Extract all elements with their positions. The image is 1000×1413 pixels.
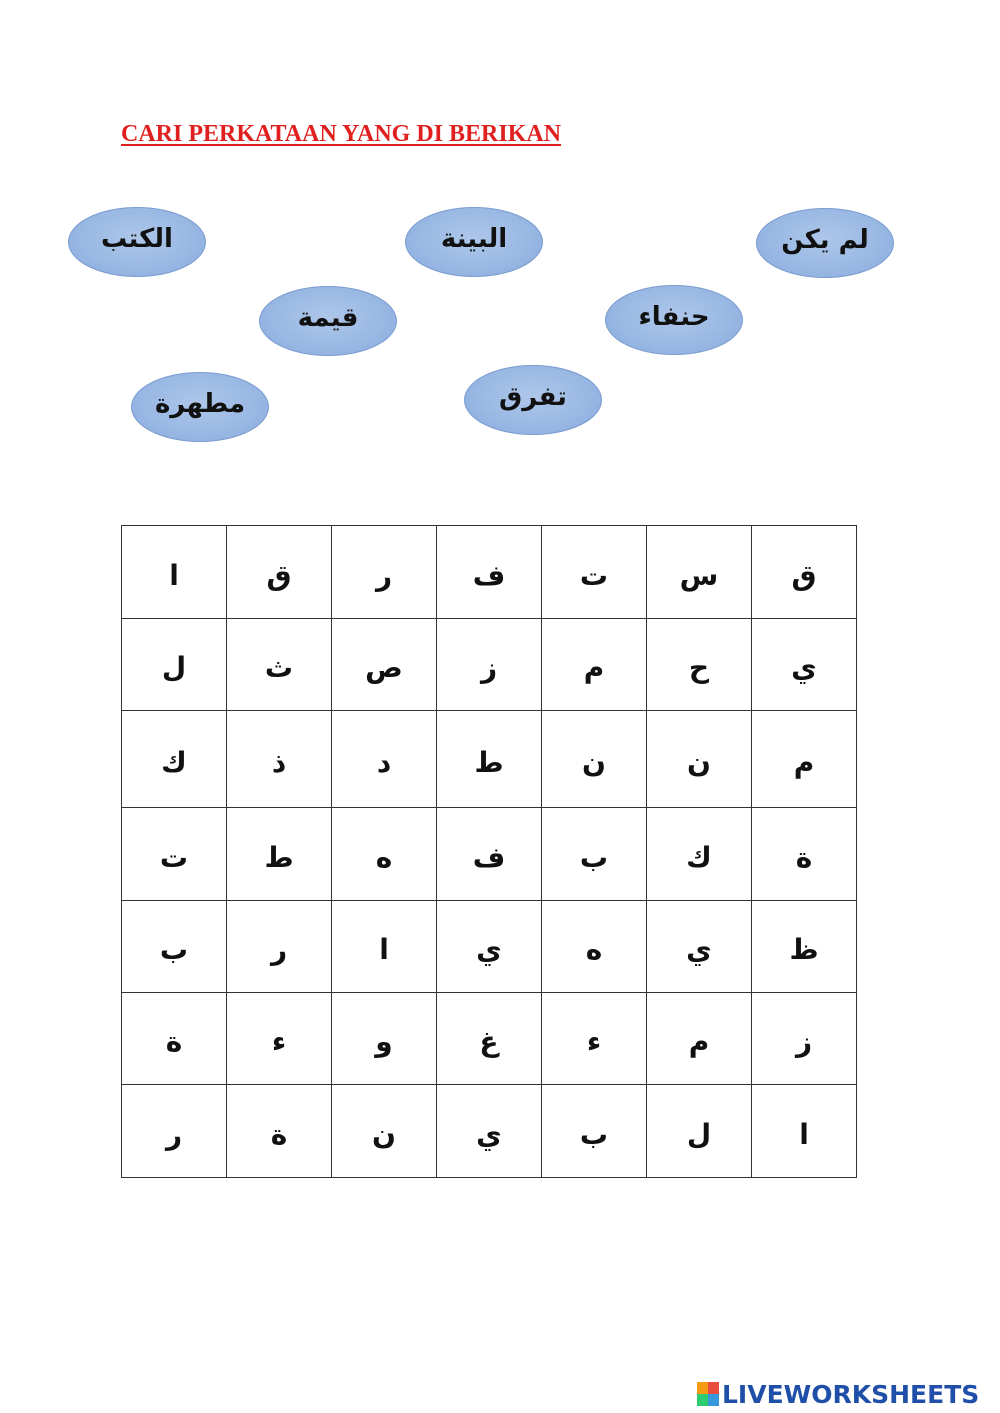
grid-cell[interactable]: ط [437, 711, 542, 808]
word-search-grid [121, 525, 857, 1178]
grid-cell[interactable]: م [647, 993, 752, 1085]
word-label: قيمة [297, 303, 359, 333]
grid-cell[interactable]: ر [227, 901, 332, 993]
grid-cell[interactable]: ي [437, 901, 542, 993]
grid-cell[interactable]: ا [122, 526, 227, 619]
grid-cell[interactable]: ي [647, 901, 752, 993]
grid-cell[interactable]: ط [227, 808, 332, 901]
grid-cell[interactable]: م [752, 711, 857, 808]
liveworksheets-brand [697, 1379, 979, 1409]
liveworksheets-logo-icon [697, 1382, 719, 1406]
grid-cell[interactable]: ق [227, 526, 332, 619]
grid-cell[interactable]: ح [647, 619, 752, 711]
grid-cell[interactable]: ت [122, 808, 227, 901]
word-bubble-hunafa [605, 285, 743, 355]
word-label: حنفاء [638, 302, 710, 332]
brand-wordmark: LIVEWORKSHEETS [722, 1379, 980, 1409]
grid-cell[interactable]: س [647, 526, 752, 619]
grid-cell[interactable]: ي [752, 619, 857, 711]
grid-row [122, 1085, 857, 1178]
grid-cell[interactable]: ة [752, 808, 857, 901]
grid-cell[interactable]: ا [332, 901, 437, 993]
grid-row [122, 901, 857, 993]
grid-cell[interactable]: ة [122, 993, 227, 1085]
word-label: مطهرة [154, 389, 246, 419]
grid-cell[interactable]: د [332, 711, 437, 808]
grid-cell[interactable]: ن [332, 1085, 437, 1178]
word-label: الكتب [101, 224, 173, 254]
grid-cell[interactable]: ت [542, 526, 647, 619]
grid-cell[interactable]: ن [647, 711, 752, 808]
word-label: البينة [440, 224, 508, 254]
grid-cell[interactable]: ء [542, 993, 647, 1085]
grid-cell[interactable]: ن [542, 711, 647, 808]
word-bubble-alkutub [68, 207, 206, 277]
grid-cell[interactable]: ز [752, 993, 857, 1085]
grid-cell[interactable]: م [542, 619, 647, 711]
grid-row [122, 711, 857, 808]
grid-cell[interactable]: ق [752, 526, 857, 619]
grid-cell[interactable]: ك [122, 711, 227, 808]
grid-cell[interactable]: ل [122, 619, 227, 711]
grid-cell[interactable]: ة [227, 1085, 332, 1178]
word-bubble-mutahharah [131, 372, 269, 442]
grid-row [122, 993, 857, 1085]
grid-cell[interactable]: ظ [752, 901, 857, 993]
worksheet-title: CARI PERKATAAN YANG DI BERIKAN [121, 121, 562, 147]
grid-cell[interactable]: ر [122, 1085, 227, 1178]
grid-cell[interactable]: ي [437, 1085, 542, 1178]
grid-cell[interactable]: غ [437, 993, 542, 1085]
grid-cell[interactable]: ف [437, 526, 542, 619]
grid-cell[interactable]: ث [227, 619, 332, 711]
grid-cell[interactable]: ه [542, 901, 647, 993]
word-label: تفرق [499, 382, 567, 412]
grid-cell[interactable]: ص [332, 619, 437, 711]
word-bubble-qayyimah [259, 286, 397, 356]
grid-cell[interactable]: ف [437, 808, 542, 901]
word-bubble-lamyakun [756, 208, 894, 278]
word-bubble-albayyinah [405, 207, 543, 277]
grid-cell[interactable]: ر [332, 526, 437, 619]
grid-cell[interactable]: و [332, 993, 437, 1085]
grid-cell[interactable]: ب [542, 808, 647, 901]
grid-cell[interactable]: ه [332, 808, 437, 901]
grid-cell[interactable]: ل [647, 1085, 752, 1178]
grid-row [122, 808, 857, 901]
word-bubble-tafarraqa [464, 365, 602, 435]
grid-cell[interactable]: ز [437, 619, 542, 711]
grid-cell[interactable]: ب [542, 1085, 647, 1178]
grid-cell[interactable]: ذ [227, 711, 332, 808]
word-label: لم يكن [781, 225, 869, 255]
grid-cell[interactable]: ء [227, 993, 332, 1085]
grid-cell[interactable]: ا [752, 1085, 857, 1178]
grid-row [122, 619, 857, 711]
grid-row [122, 526, 857, 619]
grid-cell[interactable]: ك [647, 808, 752, 901]
grid-cell[interactable]: ب [122, 901, 227, 993]
